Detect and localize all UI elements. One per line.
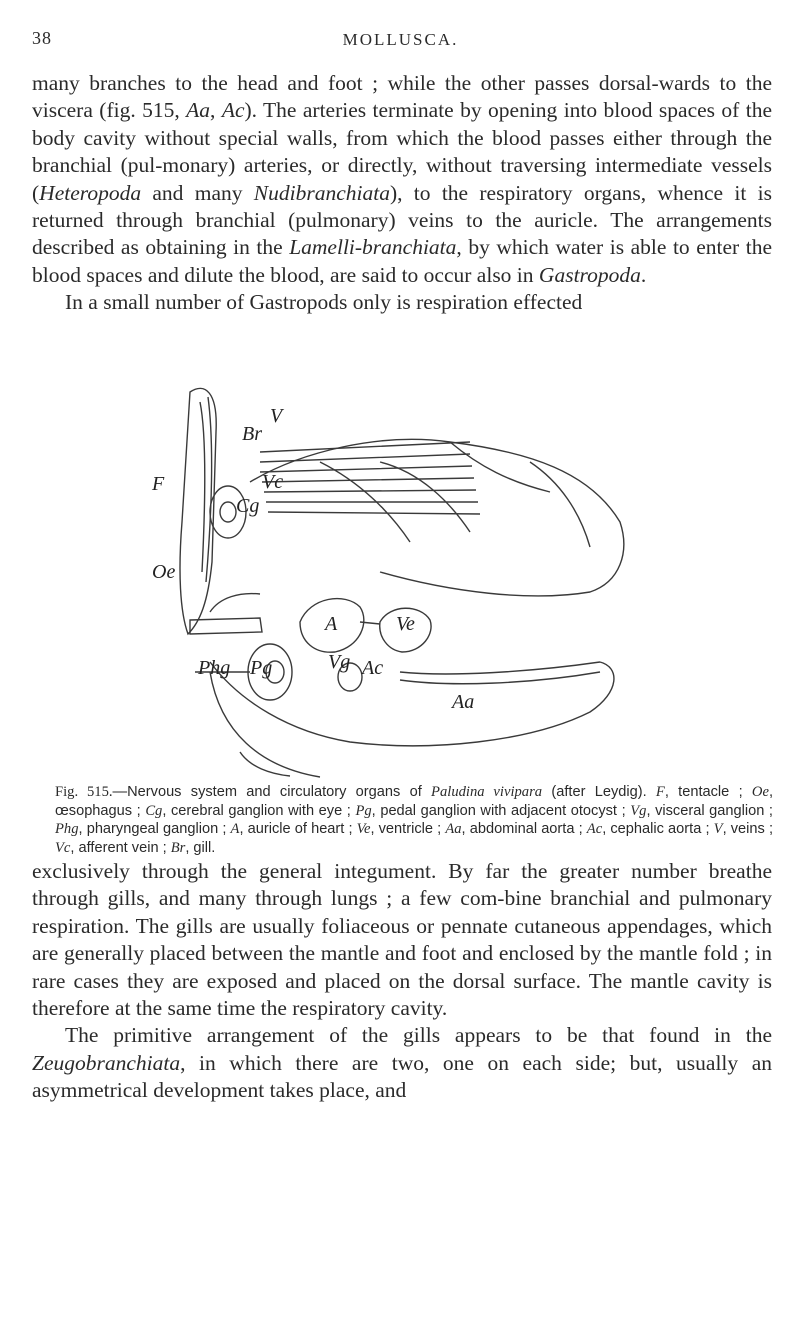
text-run: (after Leydig). [542, 784, 656, 800]
label-Cg: Cg [236, 495, 260, 517]
text-run: ), to the respiratory organs, whence it is returned through branchial (pulmonary) veins to the auricle. The arrangements described as obtaining in the [32, 180, 772, 260]
italic-term: F [655, 784, 665, 800]
oesophagus [190, 618, 262, 634]
label-Ve: Ve [396, 613, 415, 635]
italic-term: Nudibranchiata [253, 180, 390, 205]
aorta [400, 662, 600, 674]
text-run: , veins ; [722, 821, 774, 838]
label-Vc: Vc [262, 471, 284, 493]
label-Phg: Phg [198, 657, 231, 679]
label-F: F [152, 473, 165, 495]
italic-term: Ac [221, 98, 245, 123]
paludina-anatomy-drawing [150, 372, 650, 784]
text-run: . [640, 262, 647, 287]
body-text-top [32, 70, 772, 317]
text-run: , pharyngeal ganglion ; [78, 821, 231, 838]
italic-term: Oe [751, 784, 769, 800]
text-run: , œsophagus ; [55, 784, 774, 819]
text-run: , [210, 98, 222, 123]
label-A: A [325, 613, 338, 635]
text-run: , auricle of heart ; [239, 821, 357, 838]
text-run: and many [141, 180, 254, 205]
text-run: , cephalic aorta ; [602, 821, 714, 838]
italic-term: Br [170, 839, 186, 856]
italic-term: Aa [186, 98, 211, 123]
italic-term: Paludina vivipara [431, 784, 543, 800]
italic-term: Aa [445, 821, 462, 838]
text-run: , visceral ganglion ; [646, 802, 773, 819]
text-run: , tentacle ; [664, 784, 752, 800]
text-run: ). The arteries terminate by opening into blood spaces of the body cavity without special walls, from which the blood passes either through the branchial (pul-monary) arteries, or directly, without traversing intermediate vessels ( [32, 98, 773, 205]
page-number: 38 [32, 28, 52, 48]
label-Oe: Oe [152, 561, 176, 583]
italic-term: Lamelli-branchiata [289, 235, 457, 260]
italic-term: Ac [586, 821, 603, 838]
text-run: , cerebral ganglion with eye ; [162, 802, 356, 819]
italic-term: Pg [355, 802, 372, 819]
text-run: In a small number of Gastropods only is respiration effected [65, 290, 583, 315]
paragraph [32, 1022, 772, 1104]
text-run: many branches to the head and foot ; while the other passes dorsal-wards to the viscera (fig. 515, [32, 71, 772, 123]
text-run: , abdominal aorta ; [461, 821, 587, 838]
label-Br: Br [242, 423, 262, 445]
figure-number: Fig. 515. [55, 784, 113, 800]
text-run: , ventricle ; [370, 821, 446, 838]
paragraph [32, 858, 772, 1022]
text-run: exclusively through the general integument. By far the greater number breathe through gills, and many through lungs ; a few com-bine branchial and pulmonary respiration. The gills are usually foliaceous or pennate cutaneous appendages, which are generally placed between the mantle and foot and enclosed by the mantle fold ; in rare cases they are exposed and placed on the dorsal surface. The mantle cavity is therefore at the same time the respiratory cavity. [32, 859, 772, 1021]
label-Pg: Pg [250, 657, 273, 679]
label-Aa: Aa [452, 691, 475, 713]
italic-term: Cg [145, 802, 163, 819]
italic-term: Vg [630, 802, 647, 819]
italic-term: V [713, 821, 723, 838]
text-run: , afferent vein ; [70, 839, 171, 856]
figure-caption [55, 783, 773, 857]
body-upper-outline [250, 439, 624, 596]
italic-term: Phg [55, 821, 79, 838]
text-run: —Nervous system and circulatory organs of [112, 784, 432, 800]
label-V: V [270, 405, 283, 427]
text-run: , pedal ganglion with adjacent otocyst ; [371, 802, 631, 819]
body-text-bottom [32, 858, 772, 1105]
text-run: , in which there are two, one on each side; but, usually an asymmetrical development takes place, and [32, 1050, 772, 1103]
italic-term: Zeugobranchiata [32, 1050, 181, 1075]
figure-illustration [150, 372, 650, 784]
label-Vg: Vg [328, 651, 351, 673]
running-title: MOLLUSCA. [342, 30, 459, 49]
italic-term: Gastropoda [538, 262, 641, 287]
label-Ac: Ac [362, 657, 384, 679]
paragraph [32, 289, 772, 316]
text-run: The primitive arrangement of the gills appears to be that found in the [65, 1023, 772, 1048]
paragraph [32, 70, 772, 289]
text-run: , gill. [185, 839, 216, 856]
text-run: , by which water is able to enter the blood spaces and dilute the blood, are said to occur also in [32, 235, 772, 287]
italic-term: Vc [55, 839, 71, 856]
italic-term: Heteropoda [39, 180, 142, 205]
italic-term: Ve [356, 821, 371, 838]
italic-term: A [230, 821, 240, 838]
